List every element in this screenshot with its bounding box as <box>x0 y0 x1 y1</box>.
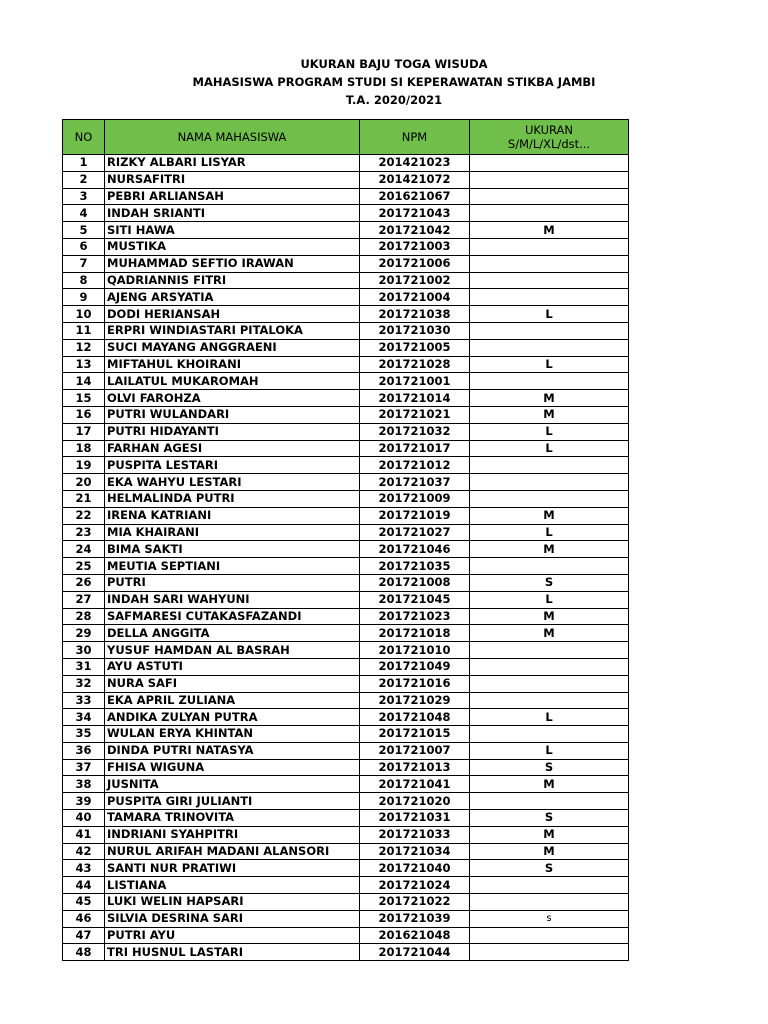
title-line-1: UKURAN BAJU TOGA WISUDA <box>300 57 488 71</box>
table-row <box>63 675 629 692</box>
student-npm: 201721037 <box>360 474 470 491</box>
size-value: L <box>470 356 629 373</box>
student-name: DODI HERIANSAH <box>105 306 360 323</box>
size-value <box>470 558 629 575</box>
size-value: S <box>470 574 629 591</box>
student-npm: 201721049 <box>360 658 470 675</box>
row-number: 35 <box>63 726 105 743</box>
student-name: JUSNITA <box>105 776 360 793</box>
row-number: 8 <box>63 272 105 289</box>
title-line-3: T.A. 2020/2021 <box>345 93 443 107</box>
student-name: PUSPITA GIRI JULIANTI <box>105 793 360 810</box>
row-number: 7 <box>63 255 105 272</box>
student-name: EKA APRIL ZULIANA <box>105 692 360 709</box>
size-value: M <box>470 406 629 423</box>
size-value: L <box>470 306 629 323</box>
size-value: L <box>470 524 629 541</box>
row-number: 9 <box>63 289 105 306</box>
table-row <box>63 574 629 591</box>
student-name: NURUL ARIFAH MADANI ALANSORI <box>105 843 360 860</box>
student-name: LAILATUL MUKAROMAH <box>105 373 360 390</box>
row-number: 28 <box>63 608 105 625</box>
table-row <box>63 322 629 339</box>
table-row <box>63 877 629 894</box>
row-number: 45 <box>63 894 105 911</box>
student-npm: 201721008 <box>360 574 470 591</box>
table-row <box>63 709 629 726</box>
table-row <box>63 205 629 222</box>
size-value: M <box>470 541 629 558</box>
row-number: 26 <box>63 574 105 591</box>
student-name: LISTIANA <box>105 877 360 894</box>
size-value <box>470 894 629 911</box>
student-npm: 201721019 <box>360 507 470 524</box>
size-value <box>470 675 629 692</box>
size-value <box>470 692 629 709</box>
size-value <box>470 642 629 659</box>
table-row <box>63 238 629 255</box>
student-name: OLVI FAROHZA <box>105 390 360 407</box>
size-value: L <box>470 742 629 759</box>
student-npm: 201721029 <box>360 692 470 709</box>
table-row <box>63 558 629 575</box>
student-name: SILVIA DESRINA SARI <box>105 910 360 927</box>
size-value <box>470 658 629 675</box>
student-npm: 201721024 <box>360 877 470 894</box>
student-npm: 201721007 <box>360 742 470 759</box>
table-row <box>63 171 629 188</box>
header-no: NO <box>63 120 105 155</box>
student-name: MIFTAHUL KHOIRANI <box>105 356 360 373</box>
row-number: 44 <box>63 877 105 894</box>
student-npm: 201721043 <box>360 205 470 222</box>
row-number: 17 <box>63 423 105 440</box>
size-value: M <box>470 625 629 642</box>
student-name: NURSAFITRI <box>105 171 360 188</box>
student-name: PUTRI AYU <box>105 927 360 944</box>
size-value <box>470 205 629 222</box>
student-npm: 201721042 <box>360 222 470 239</box>
student-name: PUTRI WULANDARI <box>105 406 360 423</box>
size-value: M <box>470 390 629 407</box>
row-number: 46 <box>63 910 105 927</box>
row-number: 20 <box>63 474 105 491</box>
table-row <box>63 642 629 659</box>
table-row <box>63 843 629 860</box>
student-npm: 201721002 <box>360 272 470 289</box>
student-npm: 201721046 <box>360 541 470 558</box>
table-row <box>63 339 629 356</box>
table-row <box>63 776 629 793</box>
student-name: INDAH SARI WAHYUNI <box>105 591 360 608</box>
student-name: HELMALINDA PUTRI <box>105 490 360 507</box>
student-name: FHISA WIGUNA <box>105 759 360 776</box>
student-name: EKA WAHYU LESTARI <box>105 474 360 491</box>
student-name: LUKI WELIN HAPSARI <box>105 894 360 911</box>
student-npm: 201721048 <box>360 709 470 726</box>
student-npm: 201721012 <box>360 457 470 474</box>
size-value: M <box>470 222 629 239</box>
row-number: 15 <box>63 390 105 407</box>
size-value: M <box>470 826 629 843</box>
student-name: AJENG ARSYATIA <box>105 289 360 306</box>
student-name: SITI HAWA <box>105 222 360 239</box>
student-name: MEUTIA SEPTIANI <box>105 558 360 575</box>
student-npm: 201721032 <box>360 423 470 440</box>
student-npm: 201421023 <box>360 155 470 172</box>
student-npm: 201721009 <box>360 490 470 507</box>
document-title-block <box>0 55 768 109</box>
size-value <box>470 457 629 474</box>
student-npm: 201721015 <box>360 726 470 743</box>
table-row <box>63 356 629 373</box>
size-value <box>470 490 629 507</box>
student-name: TRI HUSNUL LASTARI <box>105 944 360 961</box>
table-row <box>63 826 629 843</box>
student-npm: 201621048 <box>360 927 470 944</box>
student-npm: 201721040 <box>360 860 470 877</box>
row-number: 37 <box>63 759 105 776</box>
size-value <box>470 155 629 172</box>
size-value: L <box>470 709 629 726</box>
size-value <box>470 474 629 491</box>
size-value <box>470 793 629 810</box>
table-row <box>63 306 629 323</box>
table-row <box>63 541 629 558</box>
table-row <box>63 927 629 944</box>
table-row <box>63 608 629 625</box>
student-name: ERPRI WINDIASTARI PITALOKA <box>105 322 360 339</box>
size-value: L <box>470 591 629 608</box>
student-npm: 201721006 <box>360 255 470 272</box>
size-value: L <box>470 440 629 457</box>
table-row <box>63 742 629 759</box>
table-row <box>63 423 629 440</box>
table-row <box>63 860 629 877</box>
header-size <box>470 120 629 155</box>
size-value: S <box>470 810 629 827</box>
student-npm: 201721038 <box>360 306 470 323</box>
row-number: 29 <box>63 625 105 642</box>
table-row <box>63 507 629 524</box>
size-value: s <box>470 910 629 927</box>
row-number: 30 <box>63 642 105 659</box>
student-name: INDRIANI SYAHPITRI <box>105 826 360 843</box>
table-row <box>63 658 629 675</box>
row-number: 21 <box>63 490 105 507</box>
row-number: 19 <box>63 457 105 474</box>
student-npm: 201721003 <box>360 238 470 255</box>
size-value <box>470 927 629 944</box>
row-number: 16 <box>63 406 105 423</box>
student-name: IRENA KATRIANI <box>105 507 360 524</box>
student-name: WULAN ERYA KHINTAN <box>105 726 360 743</box>
row-number: 1 <box>63 155 105 172</box>
size-value: M <box>470 843 629 860</box>
row-number: 23 <box>63 524 105 541</box>
student-name: AYU ASTUTI <box>105 658 360 675</box>
row-number: 14 <box>63 373 105 390</box>
size-value: M <box>470 608 629 625</box>
table-row <box>63 373 629 390</box>
student-npm: 201721028 <box>360 356 470 373</box>
row-number: 13 <box>63 356 105 373</box>
student-name: PEBRI ARLIANSAH <box>105 188 360 205</box>
student-name: YUSUF HAMDAN AL BASRAH <box>105 642 360 659</box>
student-name: BIMA SAKTI <box>105 541 360 558</box>
student-npm: 201721016 <box>360 675 470 692</box>
row-number: 6 <box>63 238 105 255</box>
row-number: 39 <box>63 793 105 810</box>
table-row <box>63 474 629 491</box>
student-name: DINDA PUTRI NATASYA <box>105 742 360 759</box>
header-name: NAMA MAHASISWA <box>105 120 360 155</box>
student-npm: 201421072 <box>360 171 470 188</box>
student-npm: 201721034 <box>360 843 470 860</box>
student-npm: 201721020 <box>360 793 470 810</box>
student-name: NURA SAFI <box>105 675 360 692</box>
size-value <box>470 877 629 894</box>
student-npm: 201721023 <box>360 608 470 625</box>
row-number: 34 <box>63 709 105 726</box>
row-number: 5 <box>63 222 105 239</box>
table-row <box>63 944 629 961</box>
student-npm: 201721005 <box>360 339 470 356</box>
row-number: 10 <box>63 306 105 323</box>
student-name: MUSTIKA <box>105 238 360 255</box>
student-npm: 201721001 <box>360 373 470 390</box>
table-row <box>63 390 629 407</box>
size-value <box>470 255 629 272</box>
row-number: 47 <box>63 927 105 944</box>
row-number: 31 <box>63 658 105 675</box>
table-row <box>63 222 629 239</box>
table-row <box>63 692 629 709</box>
student-name: MIA KHAIRANI <box>105 524 360 541</box>
table-row <box>63 910 629 927</box>
student-npm: 201721018 <box>360 625 470 642</box>
table-row <box>63 457 629 474</box>
student-npm: 201721039 <box>360 910 470 927</box>
student-name: ANDIKA ZULYAN PUTRA <box>105 709 360 726</box>
row-number: 2 <box>63 171 105 188</box>
student-name: RIZKY ALBARI LISYAR <box>105 155 360 172</box>
student-npm: 201721030 <box>360 322 470 339</box>
table-row <box>63 591 629 608</box>
student-name: SAFMARESI CUTAKASFAZANDI <box>105 608 360 625</box>
table-row <box>63 272 629 289</box>
table-row <box>63 625 629 642</box>
row-number: 32 <box>63 675 105 692</box>
student-name: QADRIANNIS FITRI <box>105 272 360 289</box>
student-name: PUSPITA LESTARI <box>105 457 360 474</box>
table-row <box>63 188 629 205</box>
table-row <box>63 490 629 507</box>
size-value: L <box>470 423 629 440</box>
student-name: SANTI NUR PRATIWI <box>105 860 360 877</box>
size-value <box>470 373 629 390</box>
row-number: 24 <box>63 541 105 558</box>
student-name: DELLA ANGGITA <box>105 625 360 642</box>
size-value <box>470 171 629 188</box>
student-npm: 201721041 <box>360 776 470 793</box>
row-number: 38 <box>63 776 105 793</box>
student-npm: 201721045 <box>360 591 470 608</box>
size-value <box>470 944 629 961</box>
table-row <box>63 155 629 172</box>
size-value <box>470 289 629 306</box>
table-row <box>63 793 629 810</box>
size-value: M <box>470 507 629 524</box>
row-number: 33 <box>63 692 105 709</box>
student-npm: 201621067 <box>360 188 470 205</box>
student-npm: 201721021 <box>360 406 470 423</box>
table-row <box>63 894 629 911</box>
student-size-table <box>62 119 629 961</box>
student-npm: 201721010 <box>360 642 470 659</box>
row-number: 3 <box>63 188 105 205</box>
student-npm: 201721004 <box>360 289 470 306</box>
row-number: 18 <box>63 440 105 457</box>
student-npm: 201721035 <box>360 558 470 575</box>
row-number: 36 <box>63 742 105 759</box>
header-npm: NPM <box>360 120 470 155</box>
size-value <box>470 339 629 356</box>
row-number: 4 <box>63 205 105 222</box>
table-row <box>63 406 629 423</box>
size-value <box>470 272 629 289</box>
student-name: FARHAN AGESI <box>105 440 360 457</box>
table-row <box>63 440 629 457</box>
row-number: 43 <box>63 860 105 877</box>
student-npm: 201721031 <box>360 810 470 827</box>
table-row <box>63 255 629 272</box>
size-value: S <box>470 860 629 877</box>
row-number: 25 <box>63 558 105 575</box>
student-name: TAMARA TRINOVITA <box>105 810 360 827</box>
table-row <box>63 524 629 541</box>
student-npm: 201721044 <box>360 944 470 961</box>
size-value <box>470 322 629 339</box>
student-npm: 201721022 <box>360 894 470 911</box>
row-number: 48 <box>63 944 105 961</box>
size-value: S <box>470 759 629 776</box>
student-npm: 201721033 <box>360 826 470 843</box>
title-line-2: MAHASISWA PROGRAM STUDI SI KEPERAWATAN STIKBA JAMBI <box>192 75 596 89</box>
size-value <box>470 238 629 255</box>
student-name: PUTRI HIDAYANTI <box>105 423 360 440</box>
student-name: PUTRI <box>105 574 360 591</box>
table-header-row <box>63 120 629 155</box>
student-npm: 201721027 <box>360 524 470 541</box>
row-number: 11 <box>63 322 105 339</box>
header-size-line-2: S/M/L/XL/dst... <box>507 137 591 151</box>
row-number: 42 <box>63 843 105 860</box>
table-row <box>63 810 629 827</box>
student-npm: 201721014 <box>360 390 470 407</box>
row-number: 40 <box>63 810 105 827</box>
row-number: 41 <box>63 826 105 843</box>
size-value <box>470 726 629 743</box>
student-npm: 201721013 <box>360 759 470 776</box>
table-row <box>63 759 629 776</box>
size-value <box>470 188 629 205</box>
table-row <box>63 726 629 743</box>
row-number: 27 <box>63 591 105 608</box>
header-size-line-1: UKURAN <box>524 123 574 137</box>
size-value: M <box>470 776 629 793</box>
student-name: SUCI MAYANG ANGGRAENI <box>105 339 360 356</box>
student-name: MUHAMMAD SEFTIO IRAWAN <box>105 255 360 272</box>
table-row <box>63 289 629 306</box>
row-number: 22 <box>63 507 105 524</box>
student-npm: 201721017 <box>360 440 470 457</box>
row-number: 12 <box>63 339 105 356</box>
student-name: INDAH SRIANTI <box>105 205 360 222</box>
